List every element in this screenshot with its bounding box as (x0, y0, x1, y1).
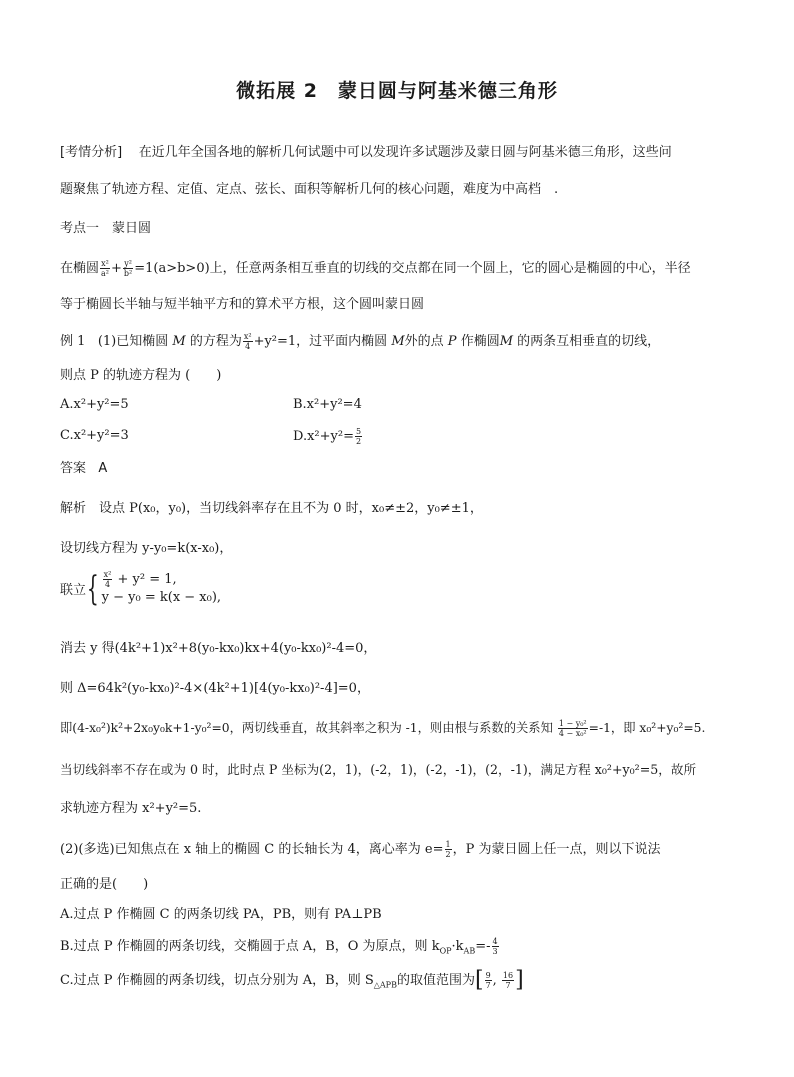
example-1-line-2: 则点 P 的轨迹方程为 ( ) (60, 368, 222, 383)
option-a: A.x²+y²=5 (60, 397, 129, 412)
equation-system (60, 570, 221, 607)
q2-option-c-text-b: 的取值范围为 (396, 973, 475, 988)
q2-option-a: A.过点 P 作椭圆 C 的两条切线 PA，PB，则有 PA⊥PB (60, 907, 382, 922)
fraction-5-2: $\frac{5}{2}$ (355, 427, 362, 446)
analysis-line-1 (60, 144, 672, 162)
option-d-text: D.x²+y²= (293, 429, 354, 444)
q2-text-a: (2)(多选)已知焦点在 x 轴上的椭圆 C 的长轴长为 4，离心率为 e= (60, 842, 444, 857)
q2-option-b-text-a: B.过点 P 作椭圆的两条切线，交椭圆于点 A，B，O 为原点，则 k (60, 939, 440, 954)
option-d (293, 427, 363, 446)
q2-line-1 (60, 840, 660, 859)
solution-line-2: 设切线方程为 y-y₀=k(x-x₀)， (60, 541, 233, 556)
q2-line-2: 正确的是( ) (60, 877, 149, 892)
fraction-vieta: $\frac{\text{1 − y₀²}}{\text{4 − x₀²}}$ (558, 719, 587, 738)
definition-text-a: 在椭圆 (60, 261, 100, 276)
sub-ab: AB (463, 946, 476, 956)
q1-text-b: 的方程为 (189, 334, 242, 349)
analysis-text-1: 在近几年全国各地的解析几何试题中可以发现许多试题涉及蒙日圆与阿基米德三角形，这些问 (138, 145, 672, 160)
q2-option-b-text-b: =- (475, 939, 491, 954)
fraction-16-7: $\frac{16}{7}$ (502, 971, 514, 990)
analysis-line-2: 题聚焦了轨迹方程、定值、定点、弦长、面积等解析几何的核心问题，难度为中高档 . (60, 182, 559, 197)
solution-line-5-b: =-1，即 x₀²+y₀²=5. (588, 721, 706, 735)
solution-line-5 (60, 719, 705, 738)
q2-option-c: C.过点 P 作椭圆的两条切线，切点分别为 A，B，则 $S_{\triangle APB}$的取值范围为[ $\frac{9}{7}$ , $\frac{16}{7}$ ] (60, 967, 524, 993)
fraction-y2-b2: $\frac{\text{y²}}{\text{b²}}$ (123, 259, 133, 278)
q1-text-f: 的两条互相垂直的切线， (517, 334, 661, 349)
fraction-x2-a2: $\frac{\text{x²}}{\text{a²}}$ (101, 259, 109, 278)
sub-triangle-apb: △APB (373, 980, 397, 990)
option-c: C.x²+y²=3 (60, 428, 129, 443)
q2-option-b (60, 937, 500, 956)
definition-line-1: 在椭圆 $\frac{\text{x²}}{\text{a²}}$ + $\frac{\text{y²}}{\text{b²}}$ =1(a>b>0)上，任意两条相互垂直的切线的交点都在同一个圆上，它的圆心是椭圆的中心，半径 (60, 259, 691, 278)
q2-option-c-text-a: C.过点 P 作椭圆的两条切线，切点分别为 A，B，则 S (60, 973, 374, 988)
sub-op: OP (439, 946, 452, 956)
page-title: 微拓展 2 蒙日圆与阿基米德三角形 (236, 80, 558, 102)
answer-line (60, 460, 107, 478)
solution-line-4: 则 Δ=64k²(y₀-kx₀)²-4×(4k²+1)[4(y₀-kx₀)²-4]=0， (60, 681, 370, 696)
q2-text-b: ，P 为蒙日圆上任一点，则以下说法 (452, 842, 661, 857)
solution-line-6: 当切线斜率不存在或为 0 时，此时点 P 坐标为(2，1)，(-2，1)，(-2，-1)，(2，-1)，满足方程 x₀²+y₀²=5，故所 (60, 762, 697, 777)
solution-line-1: 解析 设点 P(x₀，y₀)，当切线斜率存在且不为 0 时，x₀≠±2，y₀≠±1， (60, 501, 483, 516)
system-label: 联立 (60, 583, 87, 598)
q1-text-d: 外的点 (404, 334, 444, 349)
solution-line-7: 求轨迹方程为 x²+y²=5. (60, 801, 202, 816)
fraction-9-7: $\frac{9}{7}$ (485, 971, 491, 990)
answer-label: 答案 (60, 461, 87, 476)
answer-value: A (98, 461, 108, 476)
fraction-4-3: $\frac{4}{3}$ (492, 937, 498, 956)
q1-text-e: 作椭圆 (460, 334, 500, 349)
q1-text-c: +y²=1，过平面内椭圆 (253, 334, 388, 349)
example-label: 例 1 (60, 334, 86, 349)
fraction-e: $\frac{1}{2}$ (445, 840, 451, 859)
analysis-label: [考情分析] (60, 145, 123, 160)
section-heading-monge-circle: 考点一 蒙日圆 (60, 221, 152, 236)
system-equation-1: $\frac{\text{x²}}{4}$ + y² = 1, (103, 570, 177, 589)
fraction-x2-4: $\frac{\text{x²}}{4}$ (243, 332, 252, 351)
definition-line-2: 等于椭圆长半轴与短半轴平方和的算术平方根，这个圆叫蒙日圆 (60, 297, 425, 312)
example-1-line-1: 例 1 (1)已知椭圆 M 的方程为 $\frac{\text{x²}}{4}$ +y²=1，过平面内椭圆 M外的点 P 作椭圆M 的两条互相垂直的切线， (60, 332, 661, 351)
system-equation-2: y − y₀ = k(x − x₀), (101, 590, 222, 605)
system-brace: { (86, 568, 99, 609)
q1-text-a: (1)已知椭圆 (97, 334, 169, 349)
definition-text-b: =1(a>b>0)上，任意两条相互垂直的切线的交点都在同一个圆上，它的圆心是椭圆的中心，半径 (134, 261, 691, 276)
option-b: B.x²+y²=4 (293, 397, 362, 412)
q2-option-b-mid: ·k (451, 939, 464, 954)
solution-line-5-a: 即(4-x₀²)k²+2x₀y₀k+1-y₀²=0，两切线垂直，故其斜率之积为 -1，则由根与系数的关系知 (60, 721, 553, 735)
solution-line-3: 消去 y 得(4k²+1)x²+8(y₀-kx₀)kx+4(y₀-kx₀)²-4=0， (60, 641, 377, 656)
